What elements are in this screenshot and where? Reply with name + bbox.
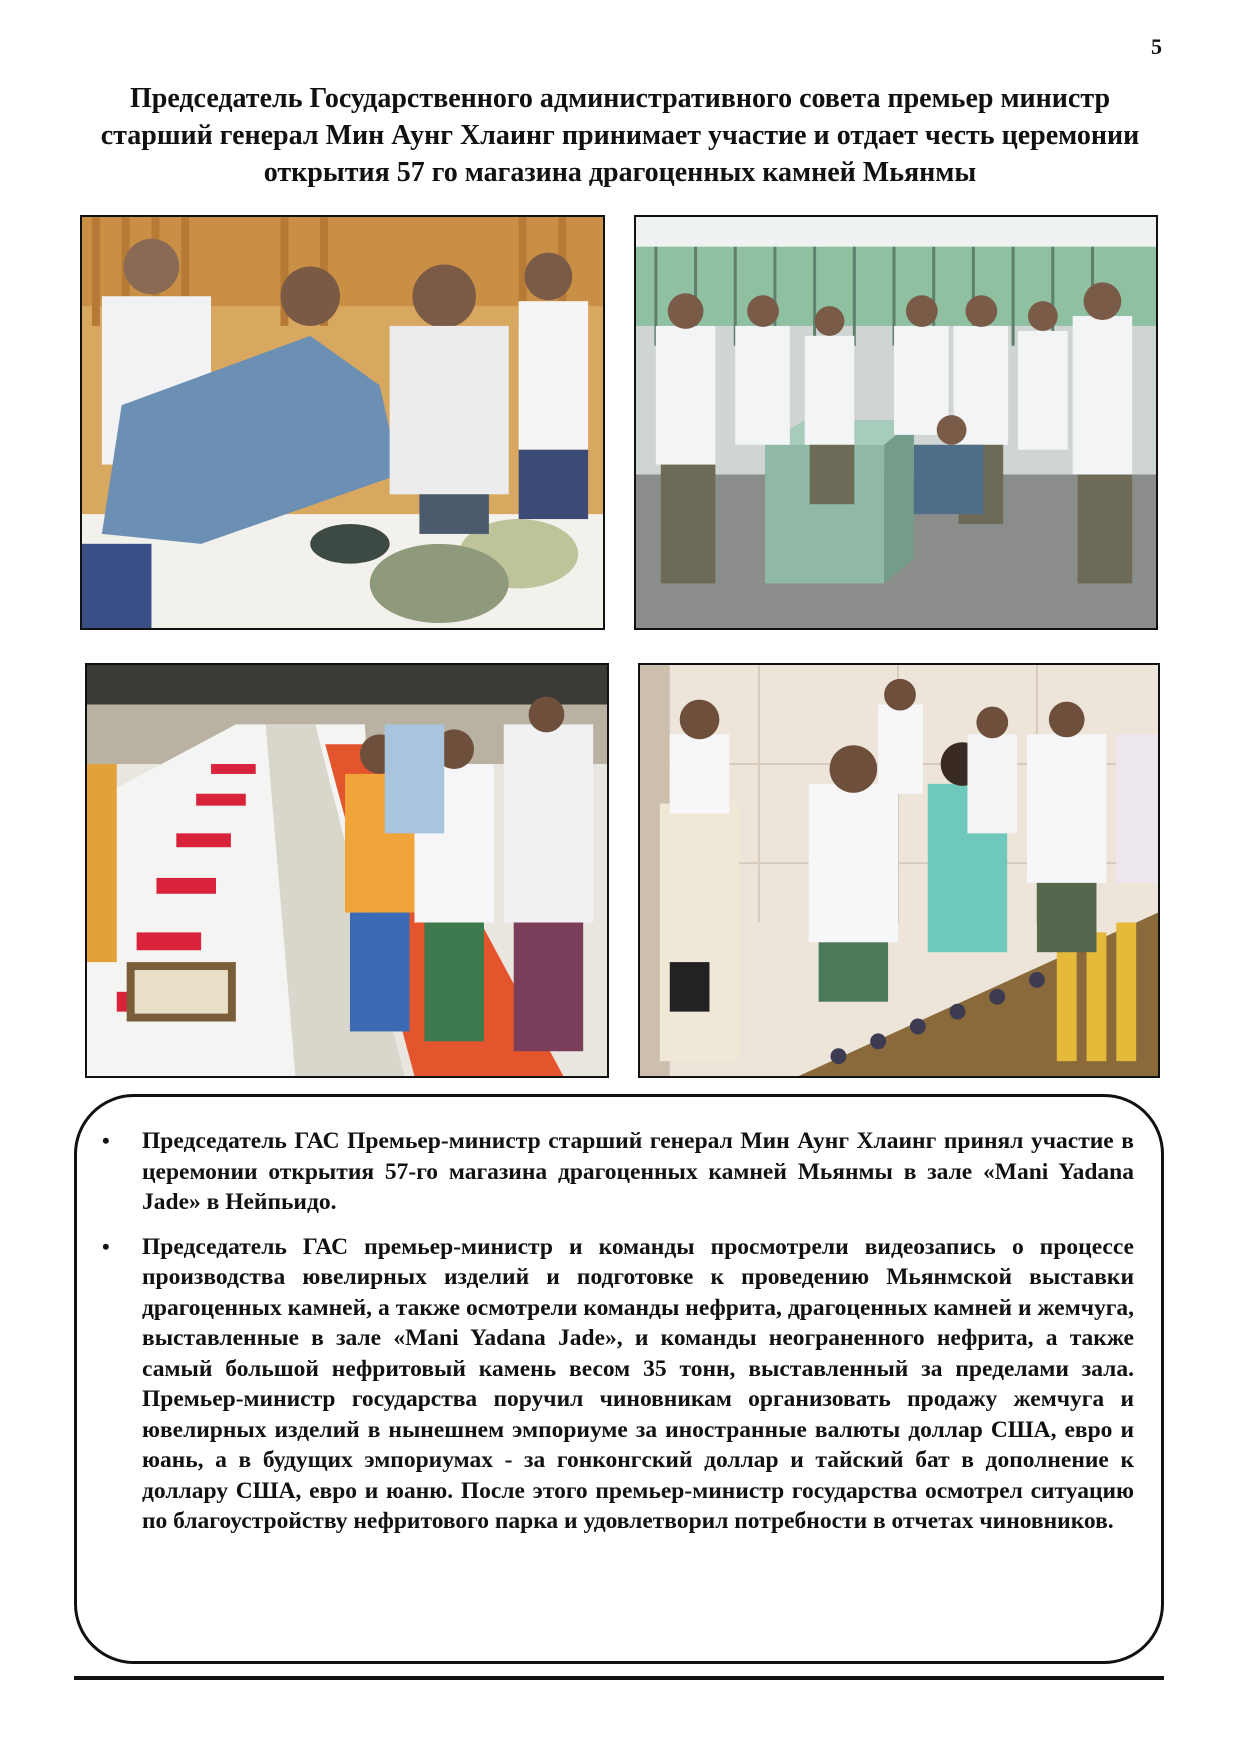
summary-item-1: [100, 1126, 1134, 1218]
bullet-icon: •: [102, 1128, 110, 1153]
page-title: Председатель Государственного административного совета премьер министр старший генерал Мин Аунг Хлаинг принимает участие и отдает честь церемонии открытия 57 го магазина драгоценных камней Мьянмы: [100, 83, 1140, 188]
summary-list: [100, 1126, 1134, 1551]
bullet-icon: •: [102, 1233, 110, 1259]
summary-item-2: [100, 1232, 1134, 1537]
photo-jewelry-display-image: [640, 665, 1158, 1076]
photo-inspecting-jade-stones-image: [82, 217, 603, 628]
photo-large-jade-block-image: [636, 217, 1156, 628]
page-number: 5: [1151, 34, 1162, 59]
photo-exhibition-hall-image: [87, 665, 607, 1076]
photo-jewelry-display: [638, 663, 1160, 1078]
photo-large-jade-block: [634, 215, 1158, 630]
photo-exhibition-hall: [85, 663, 609, 1078]
summary-item-1-text: Председатель ГАС Премьер-министр старший генерал Мин Аунг Хлаинг принял участие в церемонии открытия 57-го магазина драгоценных камней Мьянмы в зале «Mani Yadana Jade» в Нейпьидо.: [142, 1128, 1134, 1215]
footer-rule: [74, 1676, 1164, 1680]
summary-item-2-text: Председатель ГАС премьер-министр и команды просмотрели видеозапись о процессе производства ювелирных изделий и подготовке к проведению Мьянмской выставки драгоценных камней, а также осмотрели команды нефрита, драгоценных камней и жемчуга, выставленные в зале «Mani Yadana Jade», и команды неограненного нефрита, а также самый большой нефритовый камень весом 35 тонн, выставленный за пределами зала. Премьер-министр государства поручил чиновникам организовать продажу жемчуга и ювелирных изделий в нынешнем эмпориуме за иностранные валюты доллар США, евро и юань, а в будущих эмпориумах - за гонконгский доллар и тайский бат в дополнение к доллару США, евро и юаню. После этого премьер-министр государства осмотрел ситуацию по благоустройству нефритового парка и удовлетворил потребности в отчетах чиновников.: [142, 1233, 1134, 1534]
photo-inspecting-jade-stones: [80, 215, 605, 630]
